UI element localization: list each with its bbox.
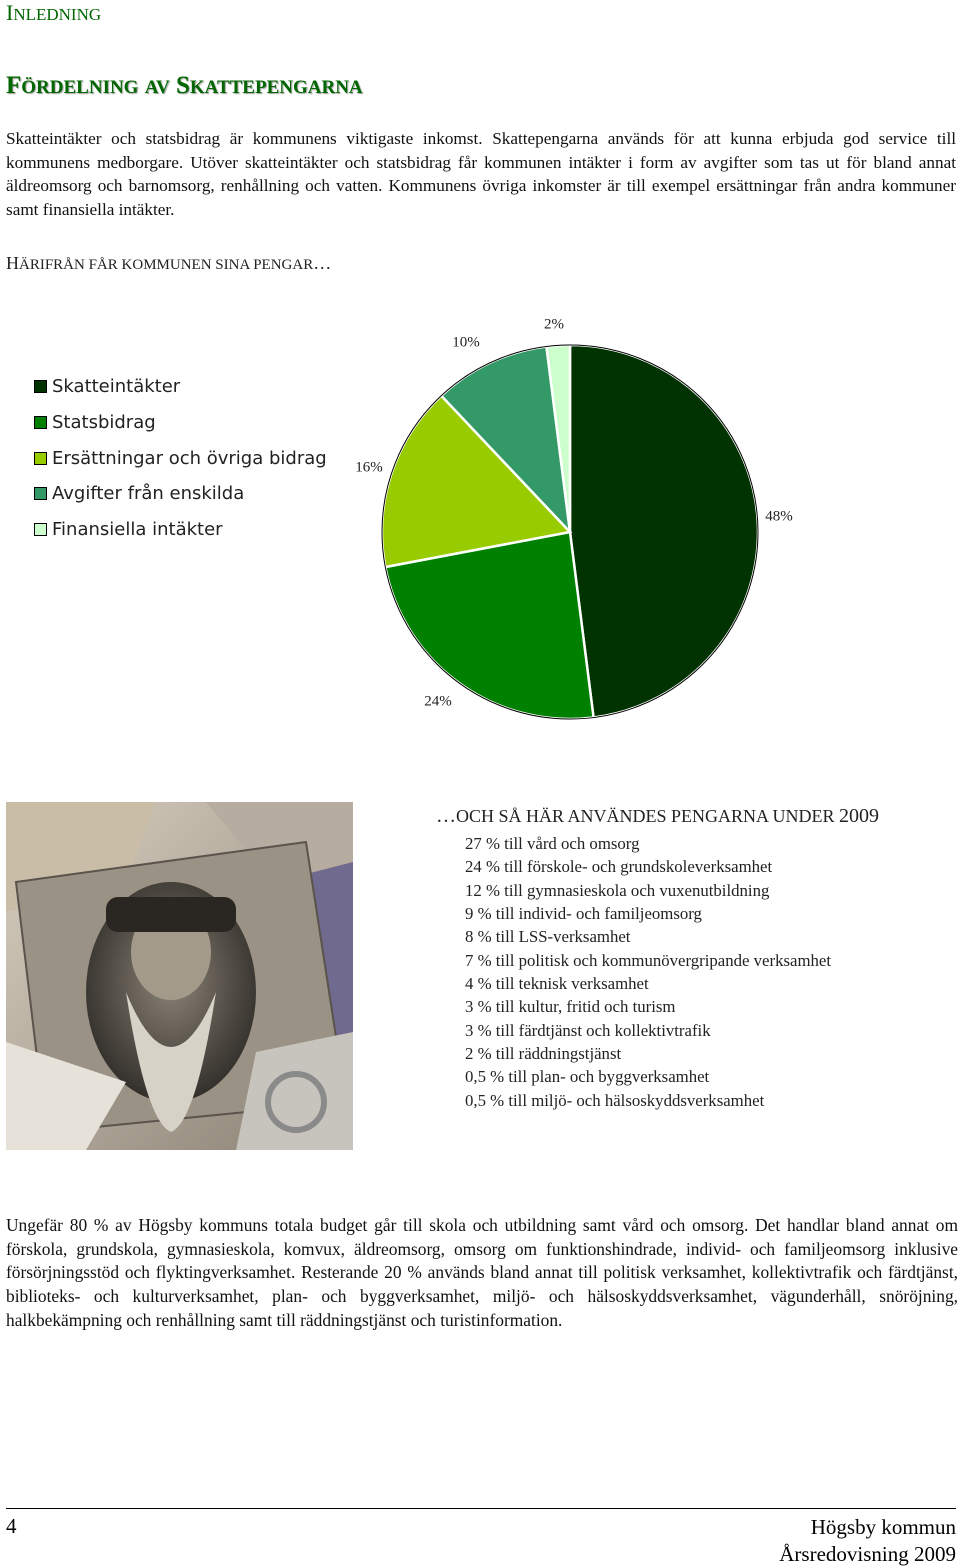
usage-heading: …OCH SÅ HÄR ANVÄNDES PENGARNA UNDER 2009 <box>436 805 880 827</box>
page-title: FÖRDELNING AV SKATTEPENGARNA <box>6 72 363 99</box>
legend-item: Statsbidrag <box>34 405 327 441</box>
list-item: 24 % till förskole- och grundskoleverksamhet <box>465 857 773 877</box>
list-item: 8 % till LSS-verksamhet <box>465 927 631 947</box>
org-name: Högsby kommun <box>810 1515 956 1539</box>
legend-item: Skatteintäkter <box>34 369 327 405</box>
pie-data-label: 24% <box>424 693 452 710</box>
footer-org <box>779 1514 956 1568</box>
legend-item: Avgifter från enskilda <box>34 476 327 512</box>
pie-data-label: 16% <box>355 459 383 476</box>
list-item: 7 % till politisk och kommunövergripande verksamhet <box>465 950 832 970</box>
list-item: 27 % till vård och omsorg <box>465 834 640 853</box>
pie-data-label: 2% <box>544 316 564 333</box>
intro-paragraph: Skatteintäkter och statsbidrag är kommunens viktigaste inkomst. Skattepengarna används för att kunna erbjuda god service till kommunens medborgare. Utöver skatteintäkter och statsbidrag får kommunen intäkter i form av avgifter som tas ut för bland annat äldreomsorg och barnomsorg, renhållning och vatten. Kommunens övriga inkomster är till exempel ersättningar från andra kommuner samt finansiella intäkter. <box>6 129 956 219</box>
usage-list <box>465 832 831 1112</box>
list-item: 4 % till teknisk verksamhet <box>465 974 649 994</box>
list-item: 12 % till gymnasieskola och vuxenutbildning <box>465 880 770 900</box>
chart-heading: HÄRIFRÅN FÅR KOMMUNEN SINA PENGAR… <box>6 253 332 273</box>
list-item: 3 % till kultur, fritid och turism <box>465 997 676 1017</box>
list-item: 0,5 % till miljö- och hälsoskyddsverksamhet <box>465 1090 765 1110</box>
list-item: 9 % till individ- och familjeomsorg <box>465 904 702 924</box>
pie-slice-skatteintäkter <box>570 345 758 718</box>
list-item: 0,5 % till plan- och byggverksamhet <box>465 1067 710 1087</box>
banknotes-photo <box>6 802 353 1150</box>
banknotes-image <box>6 802 353 1150</box>
list-item: 2 % till räddningstjänst <box>465 1044 622 1064</box>
section-label: INLEDNING <box>6 0 102 25</box>
page-number: 4 <box>6 1514 17 1538</box>
list-item: 3 % till färdtjänst och kollektivtrafik <box>465 1020 711 1040</box>
summary-paragraph: Ungefär 80 % av Högsby kommuns totala budget går till skola och utbildning samt vård och omsorg. Det handlar bland annat om förskola, grundskola, gymnasieskola, komvux, äldreomsorg, omsorg om funktionshindrade, individ- och familjeomsorg inklusive försörjningsstöd och flyktingverksamhet. Resterande 20 % används bland annat till politisk verksamhet, kollektivtrafik och färdtjänst, biblioteks- och kulturverksamhet, plan- och byggverksamhet, miljö- och hälsoskyddsverksamhet, vägunderhåll, snöröjning, halkbekämpning och renhållning samt till räddningstjänst och turistinformation. <box>6 1215 958 1330</box>
legend-item: Finansiella intäkter <box>34 512 327 548</box>
report-name: Årsredovisning 2009 <box>779 1542 956 1566</box>
pie-data-label: 48% <box>765 508 793 525</box>
pie-data-label: 10% <box>452 334 480 351</box>
legend-item: Ersättningar och övriga bidrag <box>34 440 327 476</box>
pie-chart <box>0 0 960 760</box>
footer-divider <box>6 1508 956 1509</box>
